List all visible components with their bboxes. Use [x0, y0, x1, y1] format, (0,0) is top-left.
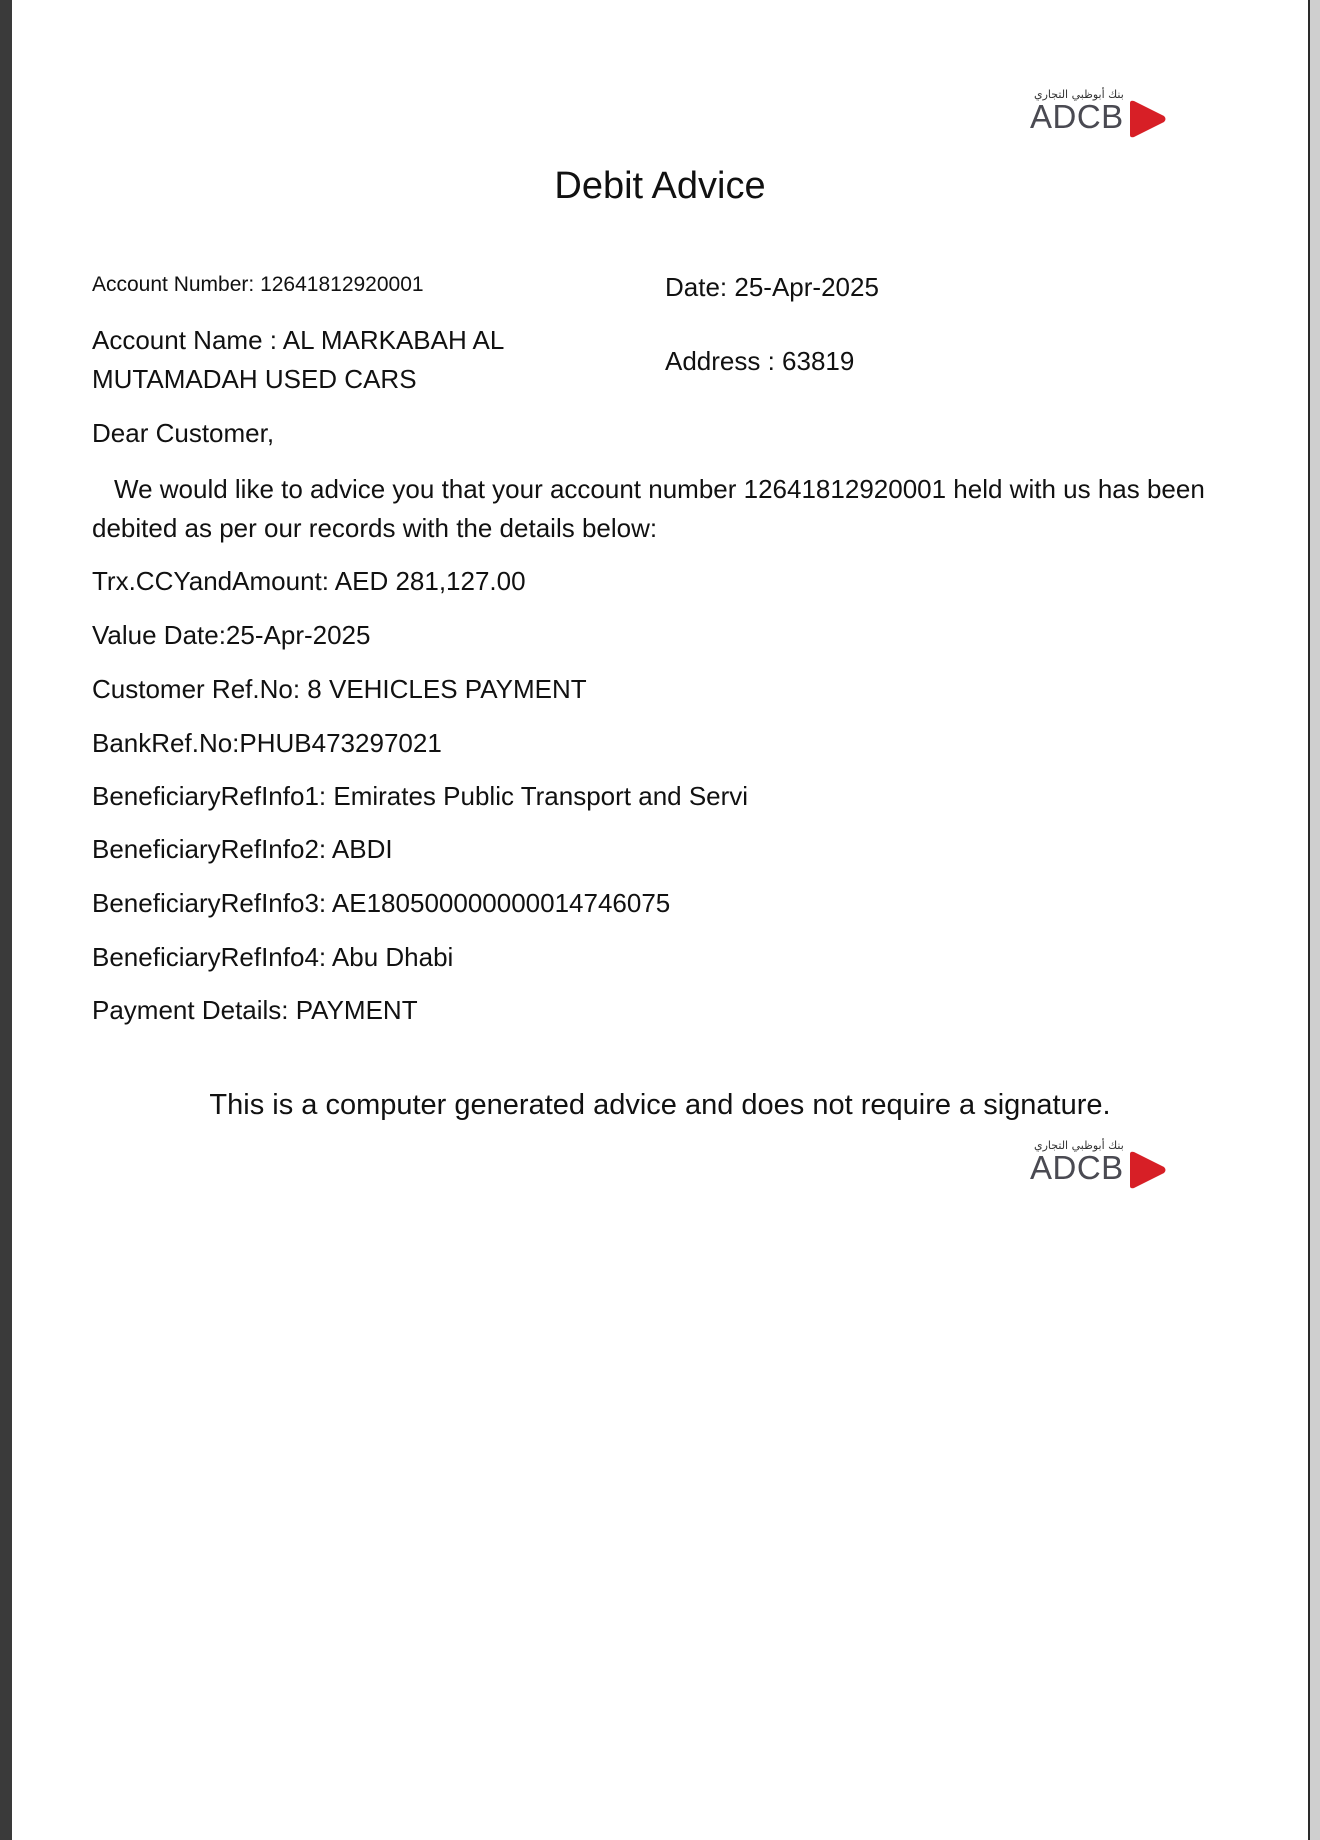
logo-arabic-text: بنك أبوظبي التجاري	[1034, 1139, 1124, 1152]
beneficiary-ref-info-3: BeneficiaryRefInfo3: AE180500000000014746075	[92, 888, 671, 918]
computer-generated-note: This is a computer generated advice and does not require a signature.	[209, 1089, 1111, 1121]
document-title: Debit Advice	[554, 165, 766, 207]
intro-paragraph	[92, 470, 1242, 548]
account-name-line1: Account Name : AL MARKABAH AL	[92, 325, 505, 355]
payment-details: Payment Details: PAYMENT	[92, 995, 418, 1025]
bank-ref: BankRef.No:PHUB473297021	[92, 728, 442, 758]
account-number: Account Number: 12641812920001	[92, 273, 424, 296]
intro-line2: debited as per our records with the details below:	[92, 513, 658, 543]
intro-line1: We would like to advice you that your account number 12641812920001 held with us has been	[114, 474, 1205, 504]
adcb-logo-bottom	[1022, 1139, 1172, 1189]
beneficiary-ref-info-1: BeneficiaryRefInfo1: Emirates Public Transport and Servi	[92, 781, 749, 811]
customer-ref: Customer Ref.No: 8 VEHICLES PAYMENT	[92, 674, 587, 704]
logo-arabic-text: بنك أبوظبي التجاري	[1034, 88, 1124, 101]
value-date: Value Date:25-Apr-2025	[92, 620, 371, 650]
account-address: Address : 63819	[665, 346, 855, 376]
beneficiary-ref-info-2: BeneficiaryRefInfo2: ABDI	[92, 834, 393, 864]
transaction-amount: Trx.CCYandAmount: AED 281,127.00	[92, 566, 526, 596]
advice-date: Date: 25-Apr-2025	[665, 272, 879, 302]
account-name-line2: MUTAMADAH USED CARS	[92, 364, 417, 394]
logo-latin-text: ADCB	[1030, 98, 1124, 135]
adcb-red-arrow-icon	[1128, 100, 1168, 138]
viewer-left-edge	[0, 0, 12, 1840]
adcb-logo-top	[1022, 88, 1172, 138]
viewer-right-edge	[1310, 0, 1320, 1840]
greeting: Dear Customer,	[92, 418, 275, 448]
adcb-red-arrow-icon	[1128, 1151, 1168, 1189]
document-page	[12, 0, 1308, 1840]
beneficiary-ref-info-4: BeneficiaryRefInfo4: Abu Dhabi	[92, 942, 454, 972]
logo-latin-text: ADCB	[1030, 1149, 1124, 1186]
